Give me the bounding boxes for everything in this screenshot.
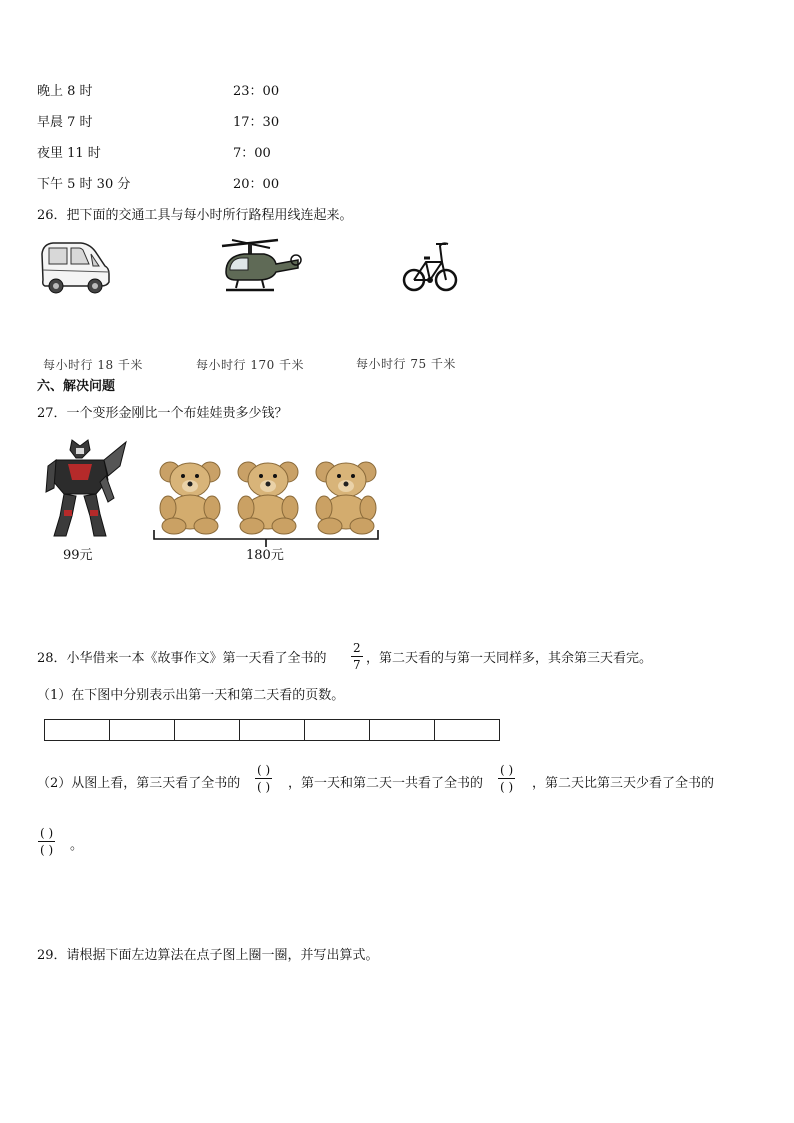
segment-cell-7[interactable]	[434, 719, 500, 741]
bears-total-price: 180元	[246, 548, 284, 563]
section-title: 六、解决问题	[37, 379, 116, 394]
match-right-3: 7：00	[233, 146, 271, 161]
total-bracket	[150, 528, 382, 548]
q28-part1: （1）在下图中分别表示出第一天和第二天看的页数。	[37, 688, 345, 703]
helicopter-icon	[218, 238, 302, 298]
q28-fraction: 2 7	[353, 641, 361, 672]
match-left-3: 夜里 11 时	[37, 146, 101, 161]
speed-label-3: 每小时行 75 千米	[356, 357, 456, 371]
q28-end-mark: 。	[70, 838, 84, 853]
teddy-bear-icon	[160, 462, 220, 534]
teddy-bears-image	[152, 432, 384, 536]
segment-cell-1[interactable]	[44, 719, 109, 741]
segment-cell-6[interactable]	[369, 719, 434, 741]
robot-price: 99元	[63, 548, 93, 563]
match-left-2: 早晨 7 时	[37, 115, 93, 130]
q28-part2-a: （2）从图上看，第三天看了全书的	[37, 776, 241, 791]
q28-prefix: 28．小华借来一本《故事作文》第一天看了全书的	[37, 651, 327, 666]
speed-label-2: 每小时行 170 千米	[196, 358, 305, 372]
q28-part2-b: ，第一天和第二天一共看了全书的	[288, 776, 484, 791]
robot-icon	[42, 436, 130, 542]
match-right-1: 23：00	[233, 84, 280, 99]
match-left-1: 晚上 8 时	[37, 84, 93, 99]
q27-prompt: 27．一个变形金刚比一个布娃娃贵多少钱？	[37, 406, 288, 421]
bicycle-icon	[402, 236, 458, 298]
q29-prompt: 29．请根据下面左边算法在点子图上圈一圈，并写出算式。	[37, 948, 379, 963]
match-left-4: 下午 5 时 30 分	[37, 177, 131, 192]
segment-cell-5[interactable]	[304, 719, 369, 741]
answer-blank-fraction-3[interactable]: ( ) ( )	[40, 826, 54, 857]
speed-label-1: 每小时行 18 千米	[43, 358, 143, 372]
car-icon	[37, 240, 111, 296]
answer-blank-fraction-2[interactable]: ( ) ( )	[500, 763, 514, 794]
q28-part2-c: ，第二天比第三天少看了全书的	[532, 776, 715, 791]
match-right-4: 20：00	[233, 177, 280, 192]
answer-blank-fraction-1[interactable]: ( ) ( )	[257, 763, 271, 794]
segment-bar[interactable]	[44, 719, 500, 740]
segment-cell-4[interactable]	[239, 719, 304, 741]
match-right-2: 17：30	[233, 115, 280, 130]
segment-cell-2[interactable]	[109, 719, 174, 741]
segment-cell-3[interactable]	[174, 719, 239, 741]
q26-prompt: 26．把下面的交通工具与每小时所行路程用线连起来。	[37, 208, 353, 223]
q28-suffix: ，第二天看的与第一天同样多，其余第三天看完。	[366, 651, 653, 666]
